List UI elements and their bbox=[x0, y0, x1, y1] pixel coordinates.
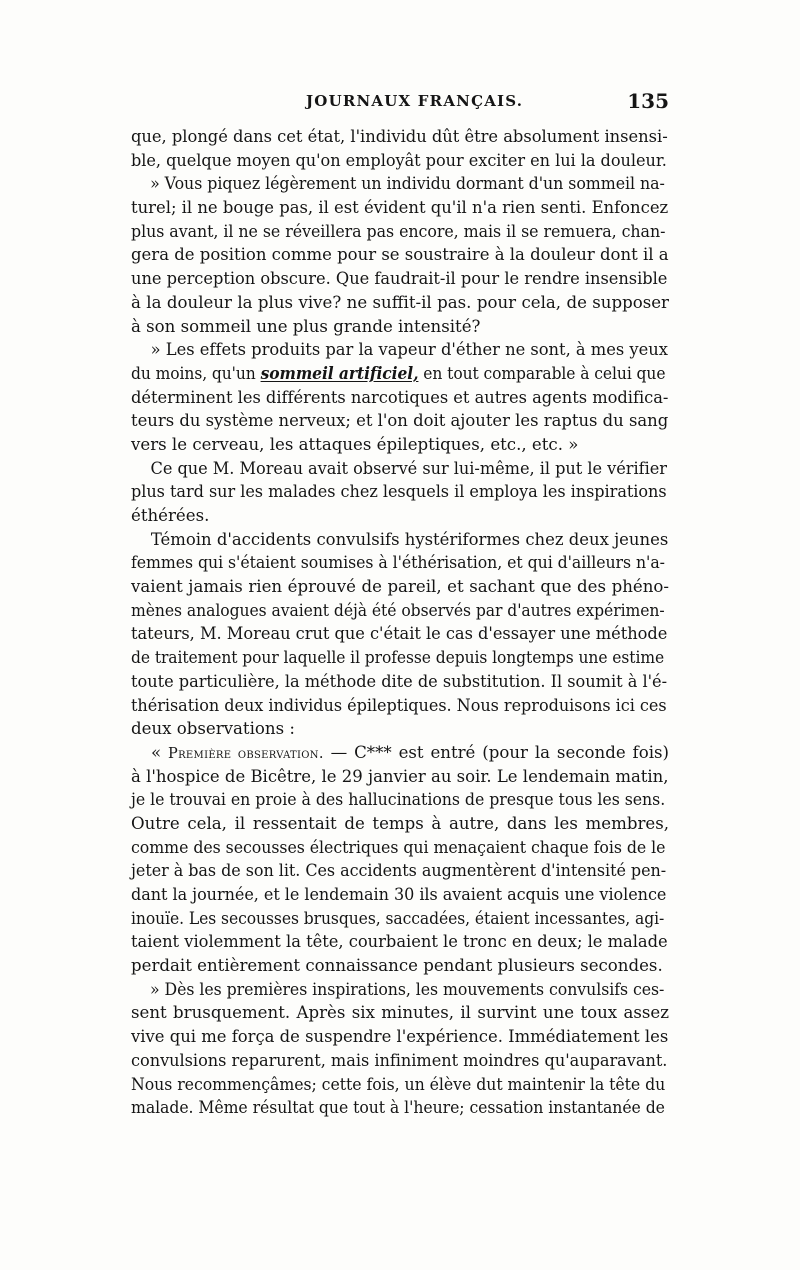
running-head-title: JOURNAUX FRANÇAIS. bbox=[306, 92, 524, 110]
page-number: 135 bbox=[627, 89, 669, 113]
text-line: tateurs, M. Moreau crut que c'était le cas d'essayer une méthode bbox=[131, 624, 668, 644]
text-line: à l'hospice de Bicêtre, le 29 janvier au soir. Le lendemain matin, bbox=[131, 766, 669, 786]
text-fragment: en tout comparable à celui que bbox=[423, 363, 666, 383]
text-line: convulsions reparurent, mais infiniment moindres qu'auparavant. bbox=[131, 1050, 668, 1070]
text-line: thérisation deux individus épileptiques. Nous reproduisons ici ces bbox=[131, 695, 667, 715]
text-line: perdait entièrement connaissance pendant plusieurs secondes. bbox=[131, 956, 663, 976]
text-line: Nous recommençâmes; cette fois, un élève dut maintenir la tête du bbox=[131, 1074, 666, 1094]
text-line: Ce que M. Moreau avait observé sur lui-même, il put le vérifier bbox=[150, 458, 667, 478]
text-line: inouïe. Les secousses brusques, saccadées, étaient incessantes, agi- bbox=[131, 908, 665, 928]
text-line: vers le cerveau, les attaques épileptiques, etc., etc. » bbox=[131, 434, 579, 454]
text-line: déterminent les différents narcotiques et autres agents modifica- bbox=[131, 387, 669, 407]
text-line: ble, quelque moyen qu'on employât pour exciter en lui la douleur. bbox=[131, 150, 667, 170]
observation-title: Première observation. bbox=[168, 745, 324, 762]
text-line: à son sommeil une plus grande intensité? bbox=[131, 316, 481, 336]
text-line: femmes qui s'étaient soumises à l'éthérisation, et qui d'ailleurs n'a- bbox=[131, 553, 665, 573]
text-line: plus avant, il ne se réveillera pas encore, mais il se remuera, chan- bbox=[131, 221, 666, 241]
text-line: plus tard sur les malades chez lesquels il employa les inspirations bbox=[131, 482, 667, 502]
text-line: gera de position comme pour se soustraire à la douleur dont il a bbox=[131, 245, 669, 265]
text-line: dant la journée, et le lendemain 30 ils avaient acquis une violence bbox=[131, 885, 667, 904]
observation-heading-line bbox=[131, 741, 669, 765]
text-fragment: — C*** est entré (pour la seconde fois) bbox=[323, 742, 669, 762]
text-line: toute particulière, la méthode dite de substitution. Il soumit à l'é- bbox=[131, 671, 668, 691]
text-line: deux observations : bbox=[131, 719, 295, 739]
text-fragment: du moins, qu'un bbox=[131, 363, 256, 383]
text-line: » Dès les premières inspirations, les mouvements convulsifs ces- bbox=[149, 979, 665, 999]
text-line: vaient jamais rien éprouvé de pareil, et sachant que des phéno- bbox=[131, 577, 669, 597]
text-line: turel; il ne bouge pas, il est évident qu'il n'a rien senti. Enfoncez bbox=[131, 198, 669, 218]
text-line: mènes analogues avaient déjà été observés par d'autres expérimen- bbox=[131, 600, 665, 620]
text-line: » Vous piquez légèrement un individu dormant d'un sommeil na- bbox=[150, 174, 665, 194]
text-line: malade. Même résultat que tout à l'heure; cessation instantanée de bbox=[131, 1098, 665, 1118]
text-line: comme des secousses électriques qui menaçaient chaque fois de le bbox=[131, 837, 666, 857]
text-line: teurs du système nerveux; et l'on doit ajouter les raptus du sang bbox=[131, 411, 669, 431]
running-head bbox=[131, 89, 669, 116]
text-line: je le trouvai en proie à des hallucinations de presque tous les sens. bbox=[131, 790, 666, 810]
text-line: éthérées. bbox=[131, 506, 210, 525]
text-line: Témoin d'accidents convulsifs hystériformes chez deux jeunes bbox=[150, 529, 669, 549]
body-text bbox=[131, 125, 669, 1120]
text-line: » Les effets produits par la vapeur d'éther ne sont, à mes yeux bbox=[150, 340, 668, 360]
text-line: vive qui me força de suspendre l'expérience. Immédiatement les bbox=[131, 1027, 669, 1047]
text-line: sent brusquement. Après six minutes, il survint une toux assez bbox=[131, 1003, 669, 1023]
emphasis-sommeil-artificiel: sommeil artificiel, bbox=[260, 362, 419, 383]
text-line: de traitement pour laquelle il professe depuis longtemps une estime bbox=[131, 648, 665, 668]
quote-open: « bbox=[151, 742, 169, 762]
text-line: Outre cela, il ressentait de temps à autre, dans les membres, bbox=[131, 813, 669, 833]
text-line: que, plongé dans cet état, l'individu dût être absolument insensi- bbox=[131, 127, 668, 146]
text-line: à la douleur la plus vive? ne suffit-il pas. pour cela, de supposer bbox=[131, 292, 669, 312]
text-line: jeter à bas de son lit. Ces accidents augmentèrent d'intensité pen- bbox=[131, 861, 667, 881]
text-line: taient violemment la tête, courbaient le tronc en deux; le malade bbox=[131, 932, 668, 952]
text-line: une perception obscure. Que faudrait-il pour le rendre insensible bbox=[131, 269, 668, 289]
text-line-with-emphasis bbox=[131, 362, 666, 386]
